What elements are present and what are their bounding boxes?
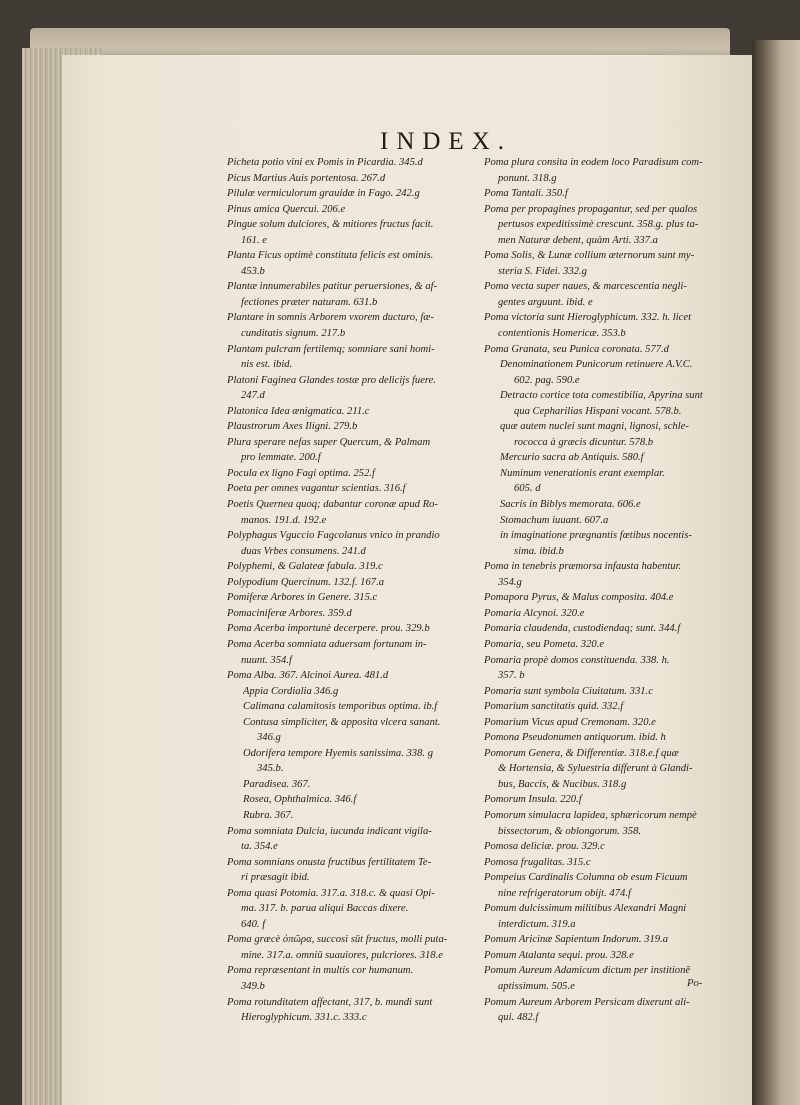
- index-entry-line: Paradisea. 367.: [243, 778, 311, 790]
- index-entry-line: Pomaria Alcynoi. 320.e: [484, 607, 585, 619]
- index-entry-line: Pinus amica Quercui. 206.e: [227, 203, 346, 215]
- index-entry: [227, 155, 495, 171]
- index-entry-line: Mercurio sacra ab Antiquis. 580.f: [500, 452, 644, 464]
- index-entry: [484, 590, 752, 606]
- index-entry: [484, 513, 752, 529]
- index-entry: [484, 870, 752, 901]
- index-entry-line: men Naturæ debent, quàm Arti. 337.a: [498, 234, 658, 246]
- index-entry-line: cunditatis signum. 217.b: [241, 328, 346, 340]
- index-entry-line: 161. e: [241, 234, 267, 246]
- page-title: INDEX.: [380, 128, 513, 155]
- index-entry-line: Numinum venerationis erant exemplar.: [500, 467, 665, 479]
- index-entry-line: 247.d: [241, 390, 265, 402]
- index-entry-line: Odorifera tempore Hyemis sanissima. 338. g: [243, 747, 433, 759]
- index-entry-line: bus, Baccis, & Nucibus. 318.g: [498, 778, 627, 790]
- index-entry-line: Pomosa deliciæ. prou. 329.c: [484, 841, 605, 853]
- index-entry-line: Pomapora Pyrus, & Malus composita. 404.e: [484, 592, 674, 604]
- index-entry-line: Polyphagus Vguccio Fagcolanus vnico in prandio: [227, 530, 440, 542]
- index-entry: [484, 855, 752, 871]
- index-entry-line: 453.b: [241, 265, 265, 277]
- index-entry: [227, 202, 495, 218]
- index-entry-line: Poma Solis, & Lunæ collium æternorum sunt my-: [484, 250, 695, 262]
- index-entry-line: Polypodium Quercinum. 132.f. 167.a: [227, 576, 385, 588]
- index-entry-line: Poma Granata, seu Punica coronata. 577.d: [484, 343, 669, 355]
- index-entry-line: pertusos expeditissimè crescunt. 358.g. plus ta-: [498, 219, 699, 231]
- index-entry-line: nuunt. 354.f: [241, 654, 292, 666]
- index-entry-line: Pomona Pseudonumen antiquorum. ibid. h: [484, 732, 666, 744]
- index-entry-line: rococca à græcis dicuntur. 578.b: [514, 436, 654, 448]
- index-entry: [484, 699, 752, 715]
- index-entry-line: qui. 482.f: [498, 1012, 539, 1024]
- index-entry-line: Pomiferæ Arbores in Genere. 315.c: [227, 592, 378, 604]
- index-entry: [227, 575, 495, 591]
- index-entry: [227, 279, 495, 310]
- index-entry: [227, 171, 495, 187]
- index-entry-line: ri præsagit ibid.: [241, 872, 310, 884]
- index-entry: [484, 808, 752, 839]
- index-entry-line: Pomaria claudenda, custodiendaq; sunt. 344.f: [484, 623, 681, 635]
- index-entry-line: mine. 317.a. omniū suauiores, pulcriores. 318.e: [241, 949, 443, 961]
- index-entry: [227, 481, 495, 497]
- index-entry: [484, 186, 752, 202]
- index-entry: [227, 186, 495, 202]
- index-entry: [484, 948, 752, 964]
- index-entry-line: Poma plura consita in eodem loco Paradisum com-: [484, 157, 703, 168]
- index-entry-line: quæ autem nuclei sunt magni, lignosi, schle-: [500, 421, 689, 433]
- index-entry: [484, 653, 752, 684]
- index-entry: [484, 730, 752, 746]
- index-entry-line: Poma græcè ὀπῶρα, succosi sūt fructus, molli puta-: [227, 934, 448, 946]
- index-entry: [227, 528, 495, 559]
- index-entry-line: Pomorum Insula. 220.f: [484, 794, 582, 806]
- index-entry: [484, 559, 752, 590]
- index-entry-line: Picheta potio vini ex Pomis in Picardia. 345.d: [227, 157, 423, 168]
- index-entry: [227, 435, 495, 466]
- index-entry-line: ma. 317. b. parua aliqui Baccas dixere.: [241, 903, 409, 915]
- index-entry-line: Poma Acerba somniata aduersam fortunam in-: [227, 638, 427, 650]
- index-entry-line: Contusa simpliciter, & apposita vlcera sanant.: [243, 716, 441, 728]
- index-entry: [227, 684, 495, 700]
- index-entry-line: Pingue solum dulciores, & mitiores fructus facit.: [227, 219, 434, 231]
- index-entry: [227, 808, 495, 824]
- index-entry-line: Pomum Atalanta sequi. prou. 328.e: [484, 949, 634, 961]
- index-entry-line: Detracto cortice tota comestibilia, Apyrina sunt: [500, 390, 703, 402]
- index-entry-line: pro lemmate. 200.f: [241, 452, 321, 464]
- index-entry-line: Plura sperare nefas super Quercum, & Palmam: [227, 436, 431, 448]
- index-entry: [484, 839, 752, 855]
- index-entry-line: Pomum Aureum Adamicum dictum per institionē: [484, 965, 691, 977]
- index-entry-line: nine refrigeratorum obijt. 474.f: [498, 887, 631, 899]
- index-entry: [227, 792, 495, 808]
- index-entry-line: interdictum. 319.a: [498, 918, 576, 930]
- index-entry-line: Poma somnians onusta fructibus fertilitatem Te-: [227, 856, 432, 868]
- index-entry-line: contentionis Homericæ. 353.b: [498, 328, 626, 340]
- index-entry: [484, 419, 752, 450]
- index-entry: [227, 855, 495, 886]
- index-entry-line: duas Vrbes consumens. 241.d: [241, 545, 366, 557]
- index-entry-line: aptissimum. 505.e: [498, 980, 575, 992]
- index-entry-line: Pomarium sanctitatis quid. 332.f: [484, 701, 624, 713]
- index-entry-line: Rubra. 367.: [243, 809, 294, 821]
- index-entry-line: qua Cepharilias Hispani vocant. 578.b.: [514, 405, 682, 417]
- facing-page-edge: [752, 40, 800, 1105]
- index-entry-line: Pomaria, seu Pometa. 320.e: [484, 638, 605, 650]
- index-entry-line: Poma per propagines propagantur, sed per qualos: [484, 203, 698, 215]
- index-entry: [227, 777, 495, 793]
- index-entry-line: Denominationem Punicorum retinuere A.V.C.: [500, 359, 693, 371]
- index-entry-line: Plantare in somnis Arborem vxorem ducturo, fæ-: [227, 312, 434, 324]
- index-entry-line: Pomum Aricinæ Sapientum Indorum. 319.a: [484, 934, 669, 946]
- index-entry-line: Pomarium Vicus apud Cremonam. 320.e: [484, 716, 656, 728]
- index-entry-line: Poma vecta super naues, & marcescentia negli-: [484, 281, 687, 293]
- index-entry-line: Pomaciniferæ Arbores. 359.d: [227, 607, 352, 619]
- index-entry-line: Poma Tantali. 350.f: [484, 188, 568, 200]
- index-entry-line: Pomum Aureum Arborem Persicam dixerunt ali-: [484, 996, 690, 1008]
- index-entry: [484, 342, 752, 358]
- index-entry: [484, 637, 752, 653]
- index-entry-line: Pomaria propè domos constituenda. 338. h.: [484, 654, 670, 666]
- index-entry-line: Plantam pulcram fertilemq; somniare sani homi-: [227, 343, 435, 355]
- index-entry: [484, 792, 752, 808]
- index-column-left: [227, 155, 495, 1026]
- index-entry-line: Planta Ficus optimè constituta felicis est ominis.: [227, 250, 434, 262]
- index-entry-line: 602. pag. 590.e: [514, 374, 580, 386]
- index-entry: [484, 932, 752, 948]
- index-entry-line: bissectorum, & oblongorum. 358.: [498, 825, 642, 837]
- index-entry: [484, 684, 752, 700]
- index-entry: [484, 621, 752, 637]
- index-entry-line: Calimana calamitosis temporibus optima. ib.f: [243, 701, 438, 713]
- index-entry-line: Pilulæ vermiculorum grauidæ in Fago. 242.g: [227, 188, 420, 200]
- index-entry-line: 354.g: [498, 576, 522, 588]
- index-entry: [227, 310, 495, 341]
- index-entry: [484, 963, 752, 994]
- index-entry: [227, 466, 495, 482]
- index-entry: [484, 746, 752, 793]
- index-entry-line: & Hortensia, & Syluestria differunt à Glandi-: [498, 763, 693, 775]
- index-entry: [484, 995, 752, 1026]
- index-entry: [484, 388, 752, 419]
- index-entry: [484, 715, 752, 731]
- index-entry-line: Poma Alba. 367. Alcinoi Aurea. 481.d: [227, 670, 389, 682]
- index-entry-line: Rosea, Ophthalmica. 346.f: [243, 794, 357, 806]
- index-entry: [227, 963, 495, 994]
- index-entry-line: steria S. Fidei. 332.g: [498, 265, 587, 277]
- index-entry: [227, 746, 495, 777]
- index-entry-line: ponunt. 318.g: [498, 172, 557, 184]
- index-entry: [484, 202, 752, 249]
- index-entry: [484, 248, 752, 279]
- index-entry-line: 640. f: [241, 918, 266, 930]
- index-entry-line: Poma in tenebris præmorsa infausta habentur.: [484, 561, 682, 573]
- index-entry: [227, 373, 495, 404]
- index-entry: [227, 932, 495, 963]
- index-entry: [484, 450, 752, 466]
- index-entry: [484, 606, 752, 622]
- index-entry: [484, 497, 752, 513]
- index-entry: [484, 528, 752, 559]
- index-entry-line: Polyphemi, & Galateæ fabula. 319.c: [227, 561, 383, 573]
- index-entry: [227, 824, 495, 855]
- index-entry-line: Hieroglyphicum. 331.c. 333.c: [241, 1012, 367, 1024]
- index-entry-line: Pomosa frugalitas. 315.c: [484, 856, 591, 868]
- index-entry-line: fectiones præter naturam. 631.b: [241, 296, 378, 308]
- index-entry: [484, 279, 752, 310]
- index-entry-line: Pocula ex ligno Fagi optima. 252.f: [227, 467, 375, 479]
- index-entry-line: nis est. ibid.: [241, 359, 293, 371]
- index-entry: [484, 357, 752, 388]
- index-entry: [227, 606, 495, 622]
- index-entry: [227, 886, 495, 933]
- index-entry-line: 357. b: [498, 670, 525, 682]
- index-entry: [227, 419, 495, 435]
- index-entry-line: Appia Cordialia 346.g: [243, 685, 339, 697]
- index-entry-line: Poma repræsentant in multis cor humanum.: [227, 965, 414, 977]
- index-entry-line: sima. ibid.b: [514, 545, 564, 557]
- index-entry: [484, 310, 752, 341]
- index-entry-line: 346.g: [257, 732, 281, 744]
- index-entry: [227, 715, 495, 746]
- index-entry: [484, 901, 752, 932]
- index-column-right: [484, 155, 752, 1026]
- catchword: Po-: [687, 978, 703, 989]
- index-entry-line: Pomorum simulacra lapidea, sphæricorum nempè: [484, 809, 697, 821]
- index-entry-line: Pomaria sunt symbola Ciuitatum. 331.c: [484, 685, 653, 697]
- index-entry-line: Pomorum Genera, & Differentiæ. 318.e.f quæ: [484, 747, 679, 759]
- index-entry-line: Poma Acerba importunè decerpere. prou. 329.b: [227, 623, 430, 635]
- index-entry: [227, 699, 495, 715]
- index-entry-line: Stomachum iuuant. 607.a: [500, 514, 609, 526]
- index-entry-line: Picus Martius Auis portentosa. 267.d: [227, 172, 386, 184]
- index-entry: [484, 466, 752, 497]
- index-entry: [227, 590, 495, 606]
- index-entry-line: Poeta per omnes vagantur scientias. 316.f: [227, 483, 406, 495]
- index-entry-line: Poma quasi Potomia. 317.a. 318.c. & quasi Opi-: [227, 887, 435, 899]
- index-entry-line: Poma somniata Dulcia, iucunda indicant vigila-: [227, 825, 432, 837]
- index-entry-line: Pompeius Cardinalis Columna ob esum Ficuum: [484, 872, 688, 884]
- index-entry-line: 349.b: [241, 980, 265, 992]
- index-entry-line: Poetis Quernea quoq; dabantur coronæ apud Ro-: [227, 499, 438, 511]
- index-entry-line: Poma victoria sunt Hieroglyphicum. 332. h. licet: [484, 312, 692, 324]
- index-entry: [227, 621, 495, 637]
- index-entry: [227, 559, 495, 575]
- index-entry-line: ta. 354.e: [241, 841, 278, 853]
- index-entry-line: in imaginatione prægnantis fœtibus nocentis-: [500, 530, 692, 542]
- index-entry: [227, 342, 495, 373]
- index-entry-line: Sacris in Biblys memorata. 606.e: [500, 499, 641, 511]
- index-entry-line: 605. d: [514, 483, 541, 495]
- index-entry: [227, 668, 495, 684]
- index-entry-line: manos. 191.d. 192.e: [241, 514, 327, 526]
- index-entry: [227, 497, 495, 528]
- index-entry-line: gentes arguunt. ibid. e: [498, 296, 593, 308]
- index-entry: [227, 217, 495, 248]
- index-entry-line: 345.b.: [257, 763, 284, 775]
- index-entry: [227, 248, 495, 279]
- index-entry-line: Plaustrorum Axes Iligni. 279.b: [227, 421, 358, 433]
- index-entry: [227, 995, 495, 1026]
- index-entry-line: Platoni Faginea Glandes tostæ pro delicijs fuere.: [227, 374, 437, 386]
- index-entry: [484, 155, 752, 186]
- index-entry-line: Plantæ innumerabiles patitur peruersiones, & af-: [227, 281, 438, 293]
- index-entry: [227, 637, 495, 668]
- index-entry-line: Platonica Idea ænigmatica. 211.c: [227, 405, 370, 417]
- index-entry-line: Poma rotunditatem affectant, 317, b. mundi sunt: [227, 996, 433, 1008]
- index-entry-line: Pomum dulcissimum militibus Alexandri Magni: [484, 903, 687, 915]
- index-entry: [227, 404, 495, 420]
